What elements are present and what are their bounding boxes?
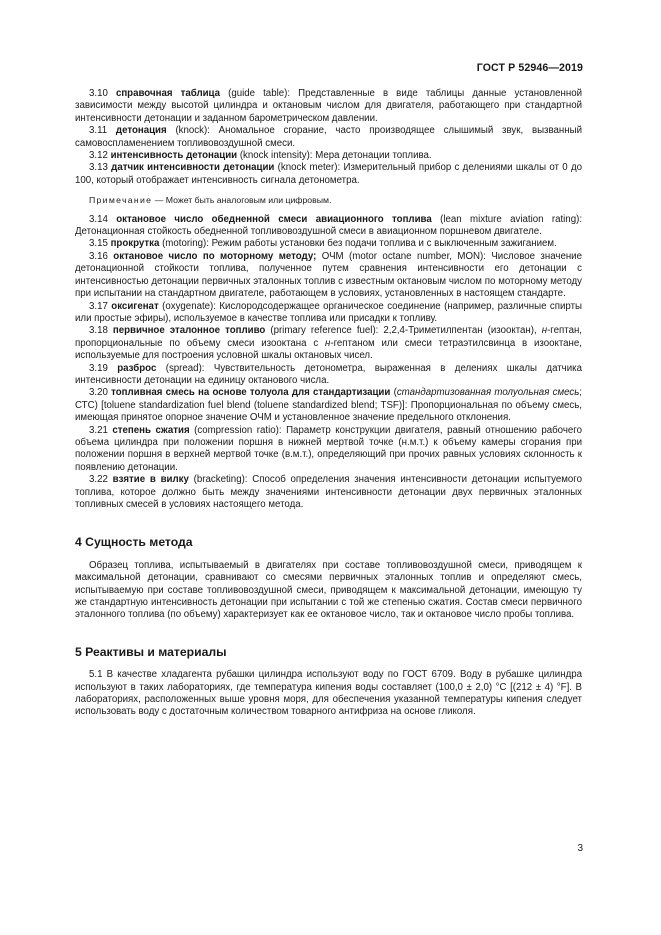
definition-term: первичное эталонное топливо [112,325,266,337]
definition-term: октановое число обедненной смеси авиационного топлива [116,213,432,225]
definition-text: (knock intensity): Мера детонации топлива. [237,150,432,162]
definition-3-16 [75,251,582,301]
definition-text: (compression ratio): Параметр конструкции двигателя, равный отношению рабочего объема цилиндра при положении поршня в нижней мертвой точке (н.м.т.) к объему камеры сгорания при положении поршня в верхней мертвой точке (в.м.т.), определяющий при прочих равных условиях склонность к появлению детонации. [75,424,582,473]
definition-term: детонация [115,125,167,137]
clause-number: 3.19 [89,362,108,374]
definition-term: датчик интенсивности детонации [111,162,275,174]
definition-term: справочная таблица [115,88,221,99]
definition-term: степень сжатия [112,424,190,436]
definition-text: -гептаном или смеси тетраэтилсвинца в изооктане, используемые для построения условной шкалы октановых чисел. [75,337,582,362]
clause-number: 3.14 [89,213,108,225]
definition-3-18 [75,325,582,362]
definition-term: октановое число по моторному методу; [113,250,317,262]
definition-3-13 [75,162,582,187]
definition-term: прокрутка [110,238,160,250]
section-4-title: 4 Сущность метода [75,535,193,550]
clause-number: 3.21 [89,424,108,436]
definition-3-15 [75,238,582,250]
definition-3-11 [75,125,582,150]
document-body [75,88,582,719]
definition-text: (lean mixture aviation rating): Детонационная стойкость обедненной топливовоздушной смеси в авиационном поршневом двигателе. [75,213,583,238]
definition-term: интенсивность детонации [110,150,238,162]
document-header-id: ГОСТ Р 52946—2019 [476,62,583,74]
definition-text: ОЧМ (motor octane number, MON): Числовое значение детонационной стойкости топлива, полученное путем сравнения интенсивности его детонации с интенсивностью детонации первичных эталонных топлив с известным октановым числом по моторному методу при испытании на стандартном двигателе, работающем в условиях, установленных в настоящем стандарте. [75,250,582,300]
clause-number: 3.16 [89,250,108,262]
clause-number: 3.11 [89,125,108,137]
section-5-title: 5 Реактивы и материалы [75,644,227,659]
page-number: 3 [577,843,583,854]
italic-synonym: стандартизованная толуольная смесь [396,387,580,399]
definition-text: (knock meter): Измерительный прибор с делениями шкалы от 0 до 100, который отображает интенсивность сигнала детонометра. [75,162,582,186]
definition-3-10 [75,88,582,125]
definition-3-20 [75,387,582,424]
clause-number: 3.20 [89,387,108,399]
definition-3-17 [75,301,582,326]
italic-prefix: н [541,325,548,337]
clause-number: 3.18 [89,325,108,337]
note-label: Примечание [89,195,153,206]
definition-term: топливная смесь на основе толуола для стандартизации [111,387,391,399]
definition-term: оксигенат [111,300,159,312]
definition-text: ( [390,387,397,399]
definition-3-22 [75,474,582,511]
definition-3-21 [75,425,582,475]
definition-text: (knock): Аномальное сгорание, часто производящее слышимый звук, вызванный самовоспламенением топливовоздушной смеси. [75,125,582,149]
definition-text: (guide table): Представленные в виде таблицы данные установленной зависимости между высотой цилиндра и октановым числом для двигателя, работающего при стандартной интенсивности детонации и заданном барометрическом давлении. [75,88,582,124]
clause-number: 3.22 [89,474,108,486]
definition-text: (motoring): Режим работы установки без подачи топлива и с выключенным зажиганием. [159,238,557,250]
definition-3-19 [75,363,582,388]
section-5-paragraph: 5.1 В качестве хладагента рубашки цилиндра используют воду по ГОСТ 6709. Воду в рубашке цилиндра используют в таких лабораториях, где температура кипения воды составляет (100,0 ± 2,0) °С [(212 ± 4) °F]. В лабораториях, расположенных выше уровня моря, для обеспечения указанной температуры кипения следует использовать воду с достаточным количеством товарного антифриза на основе гликоля. [75,669,582,718]
definition-3-14 [75,214,582,239]
clause-number: 3.13 [89,162,108,174]
definition-term: взятие в вилку [112,474,189,486]
definition-text: ; СТС) [toluene standardization fuel blend (toluene standardized blend; TSF)]: Пропорциональная по объему смесь, имеющая принятое опорное значение ОЧМ и установленное значение предельного отклонения. [75,387,582,424]
note [75,194,582,206]
definition-text: (spread): Чувствительность детонометра, выраженная в делениях шкалы датчика интенсивности детонации на единицу октанового числа. [75,362,582,386]
clause-number: 3.17 [89,300,108,312]
definition-term: разброс [117,362,157,374]
clause-number: 3.10 [89,88,108,99]
definition-text: (bracketing): Способ определения значения интенсивности детонации испытуемого топлива, которое должно быть между значениями интенсивности детонации двух первичных эталонных топливных смесей в условиях настоящего метода. [75,474,582,510]
definition-text: (oxygenate): Кислородсодержащее органическое соединение (например, различные спирты или простые эфиры), используемое в качестве топлива или присадки к топливу. [75,300,582,324]
clause-number: 3.15 [89,238,108,250]
italic-prefix: н [325,337,331,349]
section-4-paragraph: Образец топлива, испытываемый в двигателях при составе топливовоздушной смеси, приводящем к максимальной детонации, сравнивают со смесями первичных эталонных топлив и определяют смесь, испытываемую при составе топливовоздушной смеси, приводящем к максимальной детонации, имеющую ту же стандартную интенсивность детонации при испытании с той же степенью сжатия. Состав смеси первичного эталонного топлива (по объему) характеризует как ее октановое число, так и октановое число пробы топлива. [75,559,582,621]
clause-number: 3.12 [89,150,108,162]
definition-text: (primary reference fuel): 2,2,4-Триметилпентан (изооктан), [265,325,542,337]
definition-text: -гептан, пропорциональные по объему смеси изооктана с [75,325,582,349]
definition-3-12 [75,150,582,162]
note-text: — Может быть аналоговым или цифровым. [152,195,332,206]
